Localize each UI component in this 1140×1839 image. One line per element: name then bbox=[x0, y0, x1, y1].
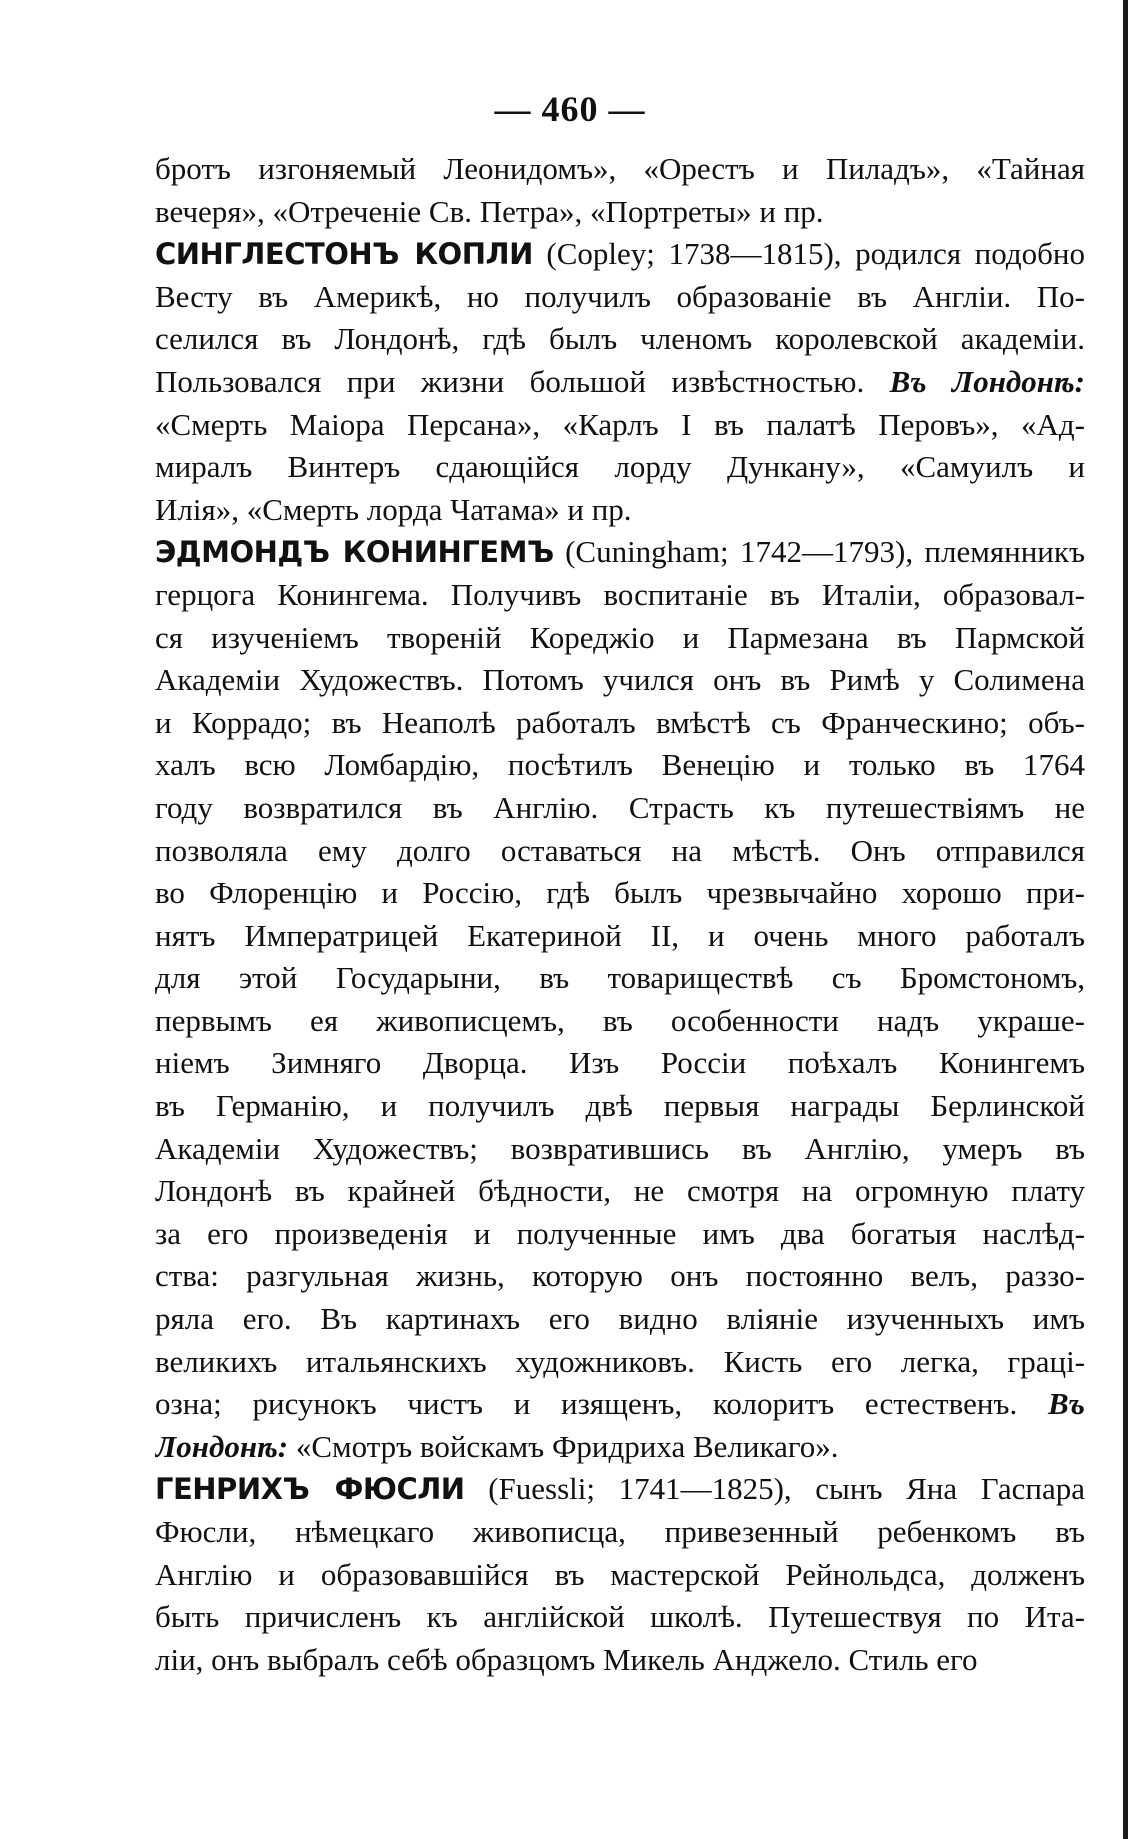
text-segment: великихъ итальянскихъ художниковъ. Кисть его легка, граці- bbox=[155, 1343, 1085, 1379]
text-segment: году возвратился въ Англію. Страсть къ путешествіямъ не bbox=[155, 789, 1085, 825]
text-line bbox=[155, 915, 1085, 958]
text-segment: въ Германію, и получилъ двѣ первыя награды Берлинской bbox=[155, 1088, 1085, 1124]
text-segment: ніемъ Зимняго Дворца. Изъ Россіи поѣхалъ Конингемъ bbox=[155, 1045, 1085, 1081]
text-line bbox=[155, 1170, 1085, 1213]
text-line bbox=[155, 1511, 1085, 1554]
text-line bbox=[155, 1128, 1085, 1171]
text-line bbox=[155, 617, 1085, 660]
text-line bbox=[155, 1639, 1085, 1682]
text-segment: первымъ ея живописцемъ, въ особенности надъ украше- bbox=[155, 1002, 1085, 1038]
text-segment: Лондонѣ въ крайней бѣдности, не смотря на огромную плату bbox=[155, 1173, 1085, 1209]
text-segment: ряла его. Въ картинахъ его видно вліяніе изученныхъ имъ bbox=[155, 1301, 1085, 1337]
text-line bbox=[155, 1085, 1085, 1128]
text-segment: во Флоренцію и Россію, гдѣ былъ чрезвычайно хорошо при- bbox=[155, 875, 1085, 911]
text-line bbox=[155, 318, 1085, 361]
text-line bbox=[155, 1596, 1085, 1639]
text-line bbox=[155, 957, 1085, 1000]
page-edge-line bbox=[1123, 0, 1128, 1839]
text-segment: ліи, онъ выбралъ себѣ образцомъ Микель Анджело. Стиль его bbox=[155, 1641, 978, 1677]
text-segment: озна; рисунокъ чистъ и изященъ, колоритъ естественъ. bbox=[155, 1386, 1048, 1422]
text-line bbox=[155, 404, 1085, 447]
text-segment: Весту въ Америкѣ, но получилъ образованіе въ Англіи. По- bbox=[155, 278, 1085, 314]
text-line bbox=[155, 1298, 1085, 1341]
text-segment: за его произведенія и полученные имъ два богатыя наслѣд- bbox=[155, 1215, 1085, 1251]
text-segment: вечеря», «Отреченіе Св. Петра», «Портреты» и пр. bbox=[155, 193, 824, 229]
text-segment: нятъ Императрицей Екатериной II, и очень много работалъ bbox=[155, 917, 1085, 953]
artist-name: СИНГЛЕСТОНЪ КОПЛИ bbox=[155, 237, 533, 272]
text-segment: Пользовался при жизни большой извѣстностью. bbox=[155, 363, 890, 399]
text-line bbox=[155, 830, 1085, 873]
text-line bbox=[155, 1042, 1085, 1085]
text-line bbox=[155, 872, 1085, 915]
text-line bbox=[155, 148, 1085, 191]
text-segment: Англію и образовавшійся въ мастерской Рейнольдса, долженъ bbox=[155, 1556, 1085, 1592]
text-segment: миралъ Винтеръ сдающійся лорду Дункану», «Самуилъ и bbox=[155, 449, 1085, 485]
text-line bbox=[155, 233, 1085, 276]
text-line bbox=[155, 744, 1085, 787]
text-segment: халъ всю Ломбардію, посѣтилъ Венецію и только въ 1764 bbox=[155, 747, 1085, 783]
text-line bbox=[155, 446, 1085, 489]
text-line bbox=[155, 659, 1085, 702]
text-segment: быть причисленъ къ англійской школѣ. Путешествуя по Ита- bbox=[155, 1599, 1085, 1635]
text-segment: «Смерть Маіора Персана», «Карлъ I въ палатѣ Перовъ», «Ад- bbox=[155, 406, 1085, 442]
text-line bbox=[155, 702, 1085, 745]
text-segment: позволяла ему долго оставаться на мѣстѣ. Онъ отправился bbox=[155, 832, 1085, 868]
text-line bbox=[155, 1426, 1085, 1469]
text-segment: герцога Конингема. Получивъ воспитаніе въ Италіи, образовал- bbox=[155, 576, 1085, 612]
text-line bbox=[155, 1468, 1085, 1511]
text-segment: ся изученіемъ твореній Кореджіо и Пармезана въ Пармской bbox=[155, 619, 1085, 655]
text-line bbox=[155, 574, 1085, 617]
text-segment: (Cuningham; 1742—1793), племянникъ bbox=[553, 534, 1085, 570]
location-label: Въ bbox=[1047, 1386, 1085, 1422]
text-segment: «Смотръ войскамъ Фридриха Великаго». bbox=[288, 1428, 839, 1464]
text-segment: Фюсли, нѣмецкаго живописца, привезенный ребенкомъ въ bbox=[155, 1514, 1085, 1549]
text-segment: (Fuessli; 1741—1825), сынъ Яна Гаспара bbox=[464, 1471, 1085, 1507]
location-label: Въ Лондонѣ: bbox=[889, 363, 1085, 399]
text-line bbox=[155, 191, 1085, 234]
text-line bbox=[155, 489, 1085, 532]
text-line bbox=[155, 276, 1085, 319]
text-line bbox=[155, 1000, 1085, 1043]
text-segment: Академіи Художествъ; возвратившись въ Англію, умеръ въ bbox=[155, 1130, 1085, 1166]
text-line bbox=[155, 1341, 1085, 1384]
page-number: — 460 — bbox=[494, 89, 646, 129]
text-line bbox=[155, 361, 1085, 404]
text-line bbox=[155, 1213, 1085, 1256]
text-segment: селился въ Лондонѣ, гдѣ былъ членомъ королевской академіи. bbox=[155, 321, 1085, 357]
text-segment: Илія», «Смерть лорда Чатама» и пр. bbox=[155, 491, 632, 527]
text-line bbox=[155, 787, 1085, 830]
artist-name: ГЕНРИХЪ ФЮСЛИ bbox=[155, 1472, 465, 1507]
text-line bbox=[155, 531, 1085, 574]
text-line bbox=[155, 1554, 1085, 1597]
location-label: Лондонѣ: bbox=[155, 1428, 289, 1464]
text-segment: ства: разгульная жизнь, которую онъ постоянно велъ, раззо- bbox=[155, 1258, 1085, 1294]
text-line bbox=[155, 1383, 1085, 1426]
text-segment: и Коррадо; въ Неаполѣ работалъ вмѣстѣ съ Франческино; объ- bbox=[155, 704, 1085, 740]
body-text bbox=[155, 148, 1085, 1681]
text-segment: бротъ изгоняемый Леонидомъ», «Орестъ и Пиладъ», «Тайная bbox=[155, 151, 1085, 186]
text-segment: Академіи Художествъ. Потомъ учился онъ въ Римѣ у Солимена bbox=[155, 662, 1085, 698]
text-segment: (Copley; 1738—1815), родился подобно bbox=[532, 236, 1085, 272]
text-line bbox=[155, 1255, 1085, 1298]
artist-name: ЭДМОНДЪ КОНИНГЕМЪ bbox=[155, 535, 554, 570]
text-segment: для этой Государыни, въ товариществѣ съ Бромстономъ, bbox=[155, 960, 1085, 996]
